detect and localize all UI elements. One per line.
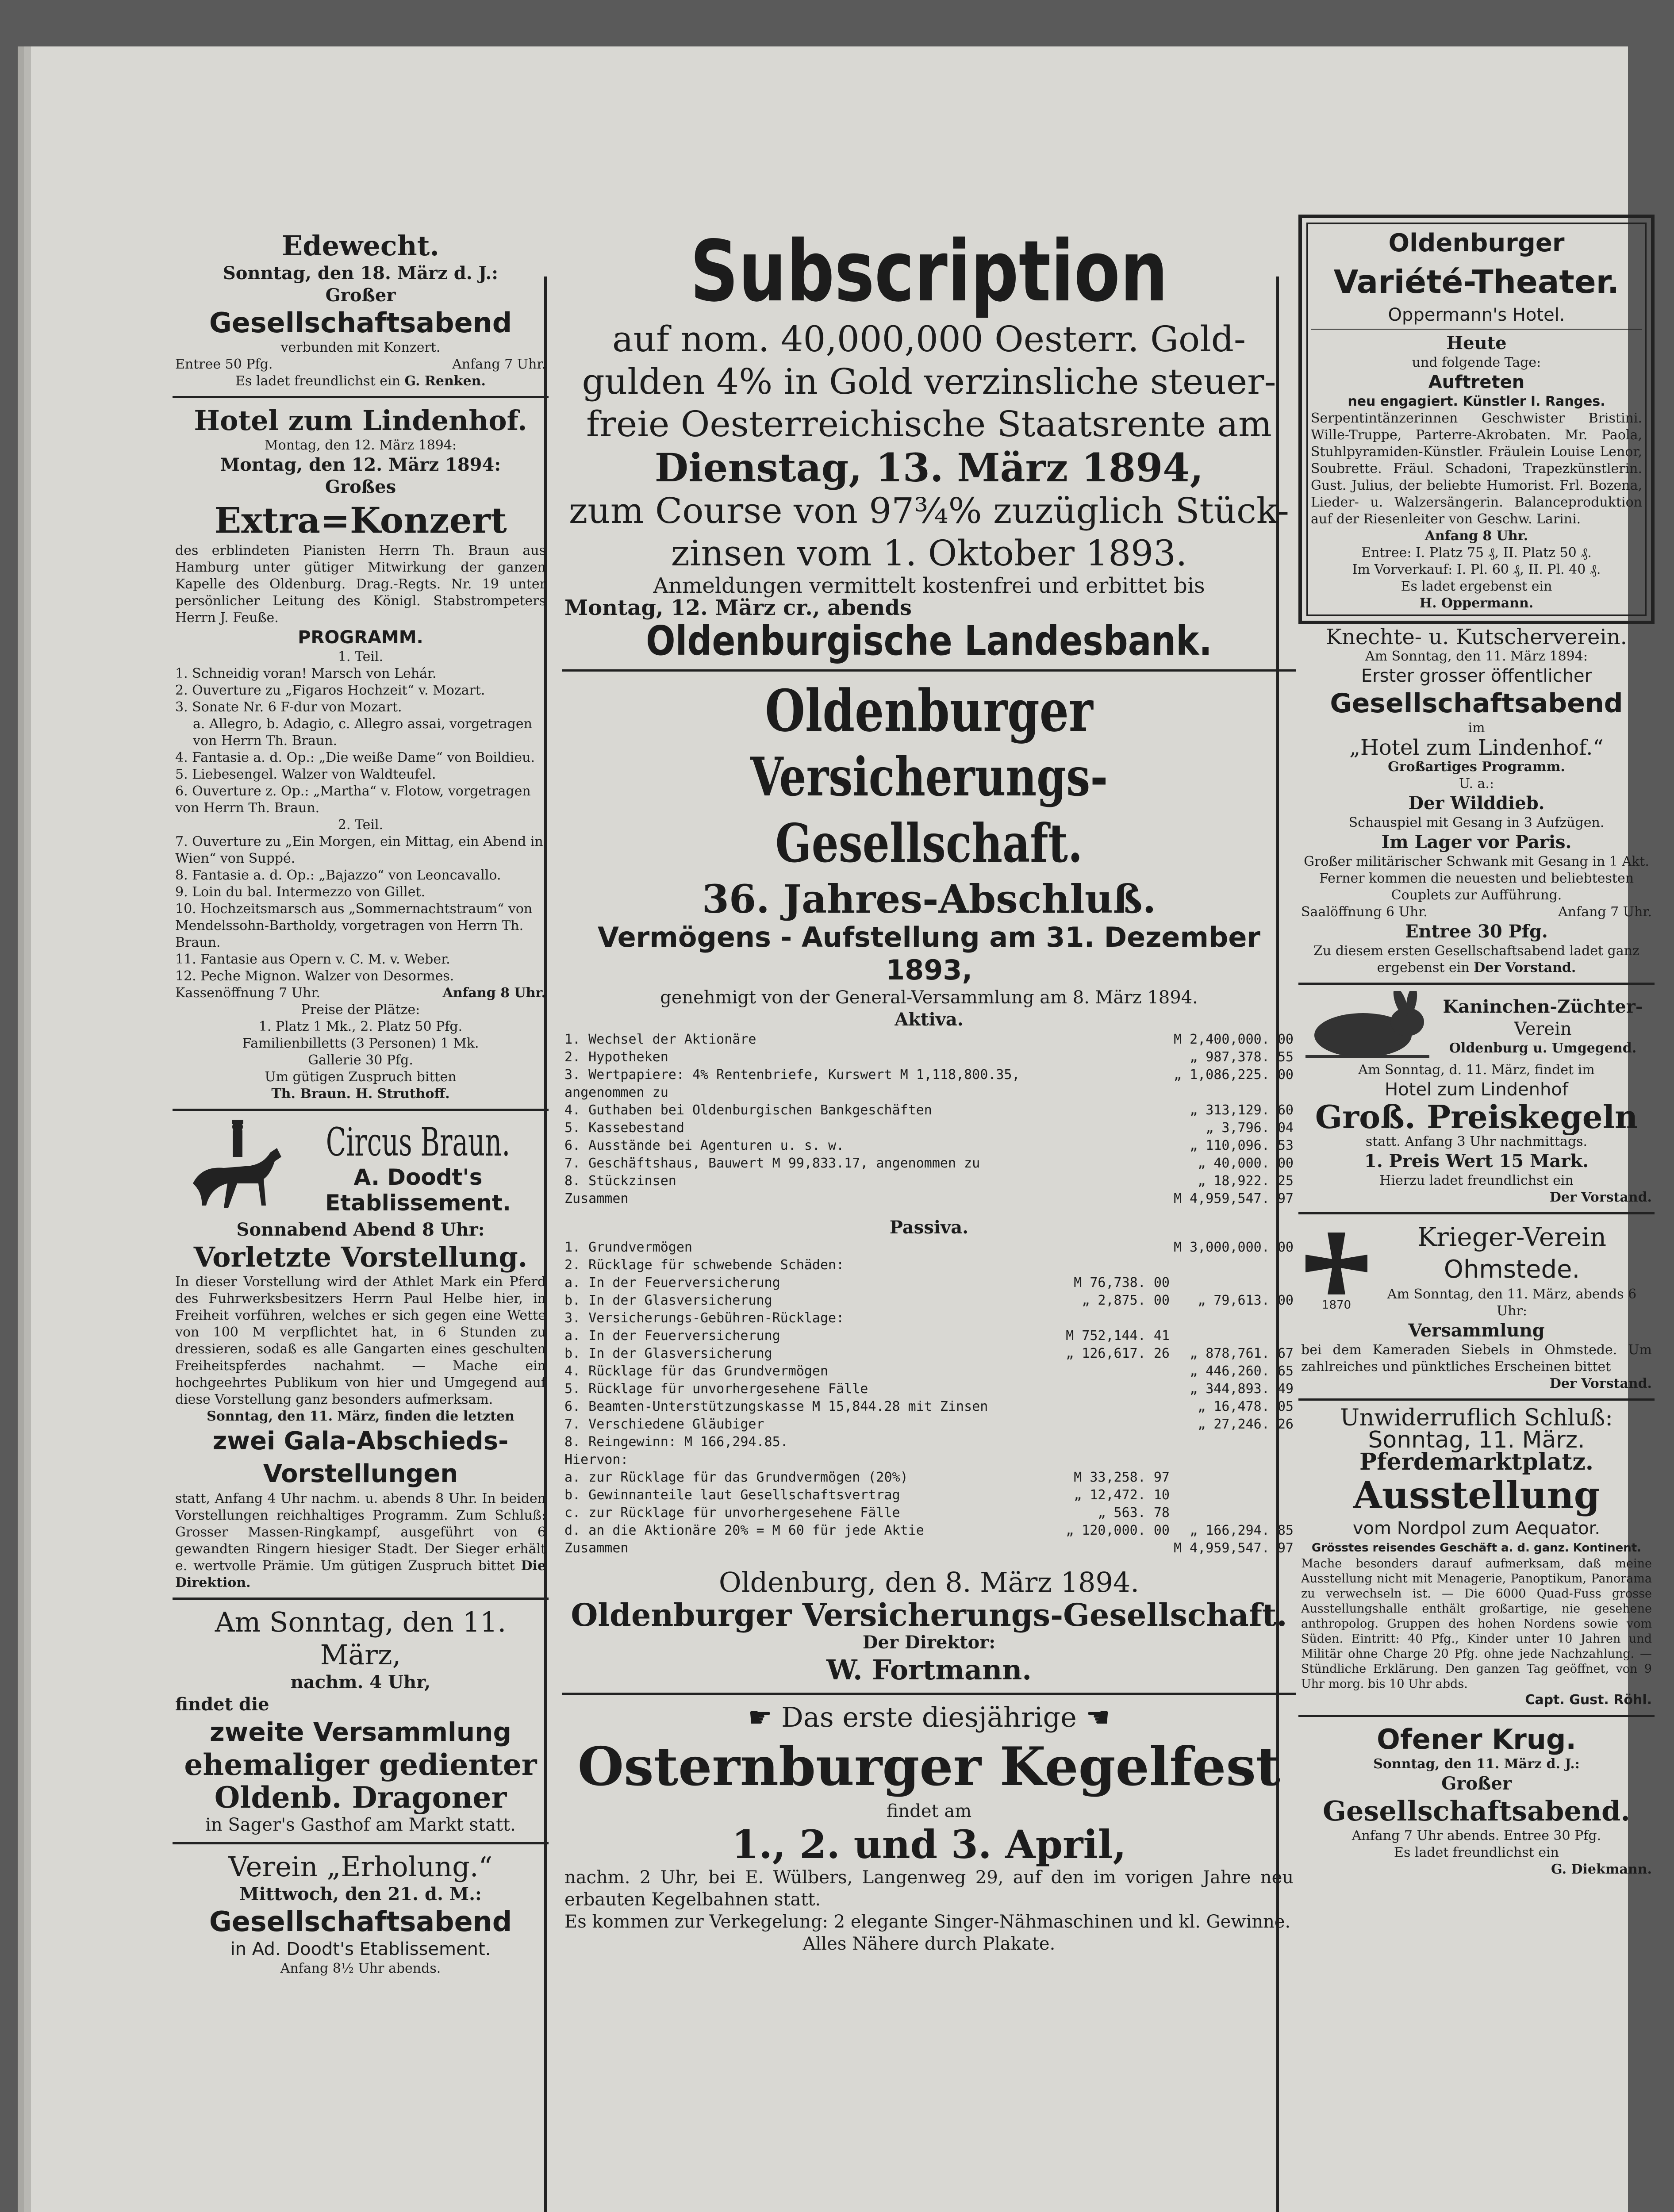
knechte-invite: Zu diesem ersten Gesellschaftsabend ladet ganz ergebenst ein: [1313, 943, 1639, 975]
kegel-line2: findet am: [886, 1801, 972, 1821]
ofener-pre: Großer: [1441, 1773, 1512, 1794]
left-column: [173, 228, 549, 1979]
finance-label: 6. Beamten-Unterstützungskasse M 15,844.28 mit Zinsen: [564, 1399, 988, 1414]
variete-desc: Serpentintänzerinnen Geschwister Bristini. Wille-Truppe, Parterre-Akrobaten. Mr. Paola, Stuhlpyramiden-Künstler. Fräulein Louise Lenor, Soubrette. Fräul. Schadoni, Trapezkünstlerin. Gust. Julius, der beliebte Humorist. Frl. Bozena, Lieder- u. Walzersängerin. Balanceproduktion auf der Riesenleiter von Geschw. Larini.: [1311, 411, 1642, 527]
finance-row: [564, 1292, 1294, 1310]
finance-row: [564, 1119, 1294, 1137]
variete-auftreten: Auftreten: [1428, 372, 1525, 392]
knechte-date: Am Sonntag, den 11. März 1894:: [1365, 649, 1588, 664]
ofener-host: G. Diekmann.: [1551, 1862, 1652, 1877]
kaninchen-title3: Oldenburg u. Umgegend.: [1449, 1041, 1637, 1056]
finance-value: „ 166,294. 85: [1190, 1523, 1294, 1538]
finance-label: 8. Reingewinn: M 166,294.85.: [564, 1434, 788, 1450]
knechte-event: Gesellschaftsabend: [1330, 688, 1623, 719]
knechte-entry: Entree 30 Pfg.: [1405, 921, 1548, 942]
lindenhof-pre: Großes: [325, 476, 396, 497]
edewecht-entry: Entree 50 Pfg.: [175, 357, 273, 372]
finance-value: M 3,000,000. 00: [1174, 1240, 1294, 1255]
dragoner-line3: Oldenb. Dragoner: [214, 1780, 507, 1815]
kegel-line5: Alles Nähere durch Plakate.: [802, 1934, 1056, 1954]
finance-value: [1055, 1416, 1170, 1433]
finance-row: [564, 1451, 1294, 1469]
kegel-line3: nachm. 2 Uhr, bei E. Wülbers, Langenweg 29, auf den im vorigen Jahre neu erbauten Kegelbahnen statt.: [564, 1867, 1294, 1910]
finance-value: [1055, 1190, 1170, 1208]
variete-title3: Oppermann's Hotel.: [1388, 305, 1565, 325]
finance-value: M 4,959,547. 97: [1174, 1191, 1294, 1206]
finance-value: „ 110,096. 53: [1190, 1138, 1294, 1153]
variete-today: Heute: [1446, 333, 1507, 353]
finance-value: „ 344,893. 49: [1190, 1381, 1294, 1397]
finance-row: [564, 1363, 1294, 1380]
finance-value: [1170, 1504, 1294, 1522]
subscription-date: Dienstag, 13. März 1894,: [654, 445, 1204, 491]
rabbit-icon: [1301, 991, 1434, 1062]
program-item: 10. Hochzeitsmarsch aus „Sommernachtstraum“ von Mendelssohn-Bartholdy, vorgetragen von Herrn Th. Braun.: [175, 901, 533, 950]
ofener-start: Anfang 7 Uhr abends. Entree 30 Pfg.: [1351, 1828, 1601, 1843]
finance-label: 7. Verschiedene Gläubiger: [564, 1417, 764, 1432]
finance-row: [564, 1327, 1294, 1345]
finance-value: „ 27,246. 26: [1198, 1417, 1294, 1432]
edewecht-date: Sonntag, den 18. März d. J.:: [223, 263, 499, 284]
kaninchen-start: statt. Anfang 3 Uhr nachmittags.: [1365, 1134, 1588, 1149]
divider: [1311, 329, 1642, 330]
finance-label: Zusammen: [564, 1191, 629, 1206]
finance-row: [564, 1048, 1294, 1066]
edewecht-ad: [173, 228, 549, 392]
ausstellung-sub2: Grösstes reisendes Geschäft a. d. ganz. Kontinent.: [1311, 1541, 1642, 1555]
iron-cross-icon: [1301, 1228, 1372, 1312]
program-item: 2. Ouverture zu „Figaros Hochzeit“ v. Mozart.: [175, 683, 485, 698]
ausstellung-event: Ausstellung: [1353, 1473, 1600, 1517]
lindenhof-gallery: Gallerie 30 Pfg.: [308, 1052, 413, 1068]
finance-label: 4. Guthaben bei Oldenburgischen Bankgeschäften: [564, 1102, 932, 1118]
finance-label: a. zur Rücklage für das Grundvermögen (20%): [564, 1470, 908, 1485]
ofener-invite: Es ladet freundlichst ein: [1394, 1845, 1559, 1860]
finance-value: [1055, 1172, 1170, 1190]
finance-value: „ 2,875. 00: [1082, 1293, 1170, 1308]
kaninchen-ad: [1298, 989, 1655, 1208]
knechte-im: im: [1468, 720, 1485, 736]
variete-start: Anfang 8 Uhr.: [1424, 528, 1528, 544]
program-item: 8. Fantasie a. d. Op.: „Bajazzo“ von Leoncavallo.: [175, 868, 501, 883]
finance-value: „ 313,129. 60: [1190, 1102, 1294, 1118]
subscription-line2: gulden 4% in Gold verzinsliche steuer-: [582, 361, 1276, 402]
passiva-table: [564, 1239, 1294, 1557]
finance-value: M 4,959,547. 97: [1174, 1540, 1294, 1556]
finance-label: d. an die Aktionäre 20% = M 60 für jede Aktie: [564, 1523, 924, 1538]
finance-label: b. Gewinnanteile laut Gesellschaftsvertrag: [564, 1487, 900, 1503]
variete-title1: Oldenburger: [1388, 229, 1565, 257]
finance-row: [564, 1256, 1294, 1274]
kegel-line1: Das erste diesjährige: [781, 1701, 1077, 1733]
ausstellung-title3: Pferdemarktplatz.: [1359, 1448, 1593, 1475]
program-item: 11. Fantasie aus Opern v. C. M. v. Weber.: [175, 952, 450, 967]
finance-row: [564, 1066, 1294, 1102]
program-item: 1. Schneidig voran! Marsch von Lehár.: [175, 666, 437, 681]
finance-row: [564, 1172, 1294, 1190]
finance-value: „ 446,260. 65: [1190, 1363, 1294, 1379]
finance-label: 5. Rücklage für unvorhergesehene Fälle: [564, 1381, 868, 1397]
finance-value: „ 40,000. 00: [1198, 1156, 1294, 1171]
lindenhof-desc: des erblindeten Pianisten Herrn Th. Braun aus Hamburg unter gütiger Mitwirkung der ganzen Kapelle des Oldenburg. Drag.-Regts. Nr. 19 unter persönlicher Leitung des Königl. Stabstrompeters Herrn J. Feuße.: [175, 543, 546, 626]
divider: [1298, 1715, 1655, 1717]
dragoner-place: in Sager's Gasthof am Markt statt.: [205, 1815, 516, 1835]
finance-value: „ 12,472. 10: [1074, 1487, 1170, 1503]
circus-title: Circus Braun.: [326, 1119, 511, 1165]
program-part1-list: [175, 665, 546, 817]
finance-value: [1055, 1256, 1170, 1274]
finance-row: [564, 1504, 1294, 1522]
finance-value: [1055, 1137, 1170, 1155]
ofener-ad: [1298, 1721, 1655, 1880]
circus-owner: A. Doodt's: [353, 1164, 483, 1190]
finance-label: 3. Versicherungs-Gebühren-Rücklage:: [564, 1310, 845, 1326]
vers-title3: 36. Jahres-Abschluß.: [702, 876, 1156, 922]
finance-row: [564, 1380, 1294, 1398]
circus-farewell1: zwei Gala-Abschieds-: [212, 1427, 509, 1455]
ausstellung-ad: [1298, 1405, 1655, 1710]
finance-row: [564, 1274, 1294, 1292]
kegel-title: Osternburger Kegelfest: [577, 1736, 1281, 1798]
divider: [1298, 1212, 1655, 1214]
finance-row: [564, 1486, 1294, 1504]
kaninchen-event: Groß. Preiskegeln: [1315, 1098, 1638, 1136]
kaninchen-title1: Kaninchen-Züchter-: [1443, 996, 1643, 1017]
circus-place: Etablissement.: [325, 1190, 511, 1216]
finance-label: 1. Grundvermögen: [564, 1240, 692, 1255]
erholung-title: Verein „Erholung.“: [228, 1851, 493, 1883]
knechte-play1: Der Wilddieb.: [1408, 793, 1545, 814]
finance-row: [564, 1102, 1294, 1119]
vers-title1: Oldenburger: [765, 677, 1093, 745]
finance-value: [1170, 1486, 1294, 1504]
program-item: 12. Peche Mignon. Walzer von Desormes.: [175, 968, 454, 984]
vers-company: Oldenburger Versicherungs-Gesellschaft.: [571, 1597, 1287, 1633]
edewecht-host: G. Renken.: [404, 373, 486, 389]
program-item: a. Allegro, b. Adagio, c. Allegro assai, vorgetragen von Herrn Th. Braun.: [193, 716, 532, 749]
circus-farewell2: Vorstellungen: [263, 1459, 458, 1488]
edewecht-event: Gesellschaftsabend: [209, 307, 512, 339]
finance-row: [564, 1345, 1294, 1363]
lindenhof-prices: 1. Platz 1 Mk., 2. Platz 50 Pfg.: [258, 1019, 463, 1034]
finance-value: M 2,400,000. 00: [1174, 1032, 1294, 1047]
divider: [1298, 983, 1655, 985]
lindenhof-program: PROGRAMM.: [298, 627, 423, 648]
knechte-program: Großartiges Programm.: [1388, 759, 1565, 775]
kegel-line4: Es kommen zur Verkegelung: 2 elegante Singer-Nähmaschinen und kl. Gewinne.: [564, 1912, 1291, 1932]
lindenhof-ask: Um gütigen Zuspruch bitten: [265, 1069, 457, 1085]
finance-value: [1055, 1380, 1170, 1398]
finance-row: [564, 1416, 1294, 1433]
kegelfest-ad: [562, 1699, 1296, 1957]
circus-desc: In dieser Vorstellung wird der Athlet Mark ein Pferd des Fuhrwerksbesitzers Herrn Paul Helbe hier, in Freiheit vorführen, welches er sich gegen eine Wette von 100 M verpflichtet hat, in 6 Stunden zu dressieren, sodaß es alle Gangarten eines geschulten Freiheitspferdes nachahmt. — Mache ein hochgeehrtes Publikum von hier und Umgegend auf diese Vorstellung ganz besonders aufmerksam.: [175, 1274, 546, 1407]
erholung-place: in Ad. Doodt's Etablissement.: [230, 1939, 491, 1959]
vers-title2: Versicherungs-Gesellschaft.: [750, 746, 1108, 875]
finance-value: [1170, 1327, 1294, 1345]
finance-value: M 33,258. 97: [1074, 1470, 1170, 1485]
edewecht-invite: Es ladet freundlichst ein: [235, 373, 400, 389]
finance-value: [1055, 1451, 1170, 1469]
edewecht-title: Edewecht.: [282, 230, 439, 262]
finance-value: [1170, 1274, 1294, 1292]
circus-desc2: statt, Anfang 4 Uhr nachm. u. abends 8 Uhr. In beiden Vorstellungen reichhaltiges Programm. Zum Schluß: Grosser Massen-Ringkampf, ausgeführt von 6 gewandten Ringern hiesiger Stadt. Der Sieger erhält e. wertvolle Prämie. Um gütigen Zuspruch bittet: [175, 1491, 546, 1574]
aktiva-table: [564, 1031, 1294, 1208]
finance-label: Zusammen: [564, 1540, 629, 1556]
bank-name: Oldenburgische Landesbank.: [646, 617, 1212, 664]
divider: [173, 396, 549, 398]
kaninchen-invite: Hierzu ladet freundlichst ein: [1379, 1173, 1574, 1188]
dragoner-ad: [173, 1604, 549, 1838]
finance-row: [564, 1310, 1294, 1327]
edewecht-sub: verbunden mit Konzert.: [280, 340, 441, 355]
krieger-desc: bei dem Kameraden Siebels in Ohmstede. Um zahlreiches und pünktliches Erscheinen bittet: [1301, 1342, 1652, 1375]
kaninchen-prize: 1. Preis Wert 15 Mark.: [1364, 1151, 1589, 1171]
finance-value: [1055, 1066, 1170, 1102]
knechte-desc2: Großer militärischer Schwank mit Gesang in 1 Akt. Ferner kommen die neuesten und beliebtesten Couplets zur Aufführung.: [1304, 854, 1649, 903]
program-item: 9. Loin du bal. Intermezzo von Gillet.: [175, 884, 426, 900]
krieger-ad: [1298, 1219, 1655, 1394]
variete-host: H. Oppermann.: [1419, 595, 1534, 611]
program-item: 3. Sonate Nr. 6 F-dur von Mozart.: [175, 699, 402, 715]
variete-presale: Im Vorverkauf: I. Pl. 60 ₰, II. Pl. 40 ₰.: [1352, 562, 1601, 577]
finance-value: [1170, 1451, 1294, 1469]
finance-row: [564, 1031, 1294, 1048]
finance-label: 1. Wechsel der Aktionäre: [564, 1032, 756, 1047]
kaninchen-date: Am Sonntag, d. 11. März, findet im: [1358, 1062, 1595, 1078]
variete-entry: Entree: I. Platz 75 ₰, II. Platz 50 ₰.: [1361, 545, 1592, 561]
finance-label: b. In der Glasversicherung: [564, 1293, 772, 1308]
finance-row: [564, 1190, 1294, 1208]
middle-column: [562, 223, 1296, 1957]
finance-label: 4. Rücklage für das Grundvermögen: [564, 1363, 829, 1379]
divider: [562, 1693, 1296, 1695]
dragoner-time: nachm. 4 Uhr,: [290, 1672, 431, 1693]
program-item: 5. Liebesengel. Walzer von Waldteufel.: [175, 767, 436, 782]
finance-value: [1055, 1239, 1170, 1256]
krieger-title1: Krieger-Verein: [1417, 1222, 1607, 1252]
dragoner-pre: findet die: [175, 1694, 269, 1715]
edewecht-pre: Großer: [325, 285, 396, 306]
lindenhof-event: Extra=Konzert: [214, 499, 507, 541]
finance-value: „ 79,613. 00: [1198, 1293, 1294, 1308]
pointing-hand-icon: ☚: [1085, 1701, 1110, 1733]
finance-label: 3. Wertpapiere: 4% Rentenbriefe, Kurswert M 1,118,800.35, angenommen zu: [564, 1067, 1020, 1100]
pointing-hand-icon: ☛: [748, 1701, 773, 1733]
finance-value: „ 120,000. 00: [1066, 1523, 1170, 1538]
subscription-line7: Montag, 12. März cr., abends: [564, 595, 912, 620]
finance-value: [1055, 1155, 1170, 1172]
finance-label: a. In der Feuerversicherung: [564, 1275, 780, 1290]
finance-row: [564, 1433, 1294, 1451]
krieger-title2: Ohmstede.: [1444, 1255, 1580, 1284]
dragoner-line2: ehemaliger gedienter: [184, 1747, 537, 1782]
variete-engaged: neu engagiert. Künstler I. Ranges.: [1348, 394, 1605, 409]
finance-value: „ 16,478. 05: [1198, 1399, 1294, 1414]
newspaper-page: [31, 46, 1652, 2212]
subscription-line4: zum Course von 97¾% zuzüglich Stück-: [569, 490, 1289, 531]
finance-label: 7. Geschäftshaus, Bauwert M 99,833.17, angenommen zu: [564, 1156, 980, 1171]
passiva-heading: Passiva.: [889, 1217, 969, 1238]
right-column: [1298, 215, 1655, 1880]
variete-ad: [1298, 215, 1655, 624]
ausstellung-title1: Unwiderruflich Schluß:: [1340, 1405, 1613, 1431]
subscription-title: Subscription: [690, 223, 1168, 320]
finance-row: [564, 1239, 1294, 1256]
kaninchen-place: Hotel zum Lindenhof: [1385, 1079, 1568, 1100]
finance-value: „ 563. 78: [1098, 1505, 1170, 1521]
erholung-event: Gesellschaftsabend: [209, 1905, 512, 1938]
vers-title5: genehmigt von der General-Versammlung am 8. März 1894.: [660, 987, 1198, 1008]
lindenhof-date1: Montag, den 12. März 1894:: [264, 438, 457, 453]
knechte-ua: U. a.:: [1459, 776, 1494, 791]
dragoner-line1: zweite Versammlung: [210, 1717, 511, 1747]
director-name: W. Fortmann.: [826, 1654, 1032, 1686]
lindenhof-open: Kassenöffnung 7 Uhr.: [175, 985, 321, 1001]
ausstellung-desc: Mache besonders darauf aufmerksam, daß meine Ausstellung nicht mit Menagerie, Panoptikum, Panorama zu verwechseln ist. — Die 6000 Quad-Fuss grosse Ausstellungshalle enthält großartige, nie gesehene anthropolog. Gruppen des hohen Nordens sowie vom Süden. Eintritt: 40 Pfg., Kinder unter 10 Jahren und Militär ohne Charge 20 Pfg. ohne jede Nachzahlung. — Stündliche Erklärung. Den ganzen Tag geöffnet, von 9 Uhr morg. bis 10 Uhr abds.: [1301, 1557, 1652, 1691]
variete-title2: Variété-Theater.: [1333, 263, 1620, 300]
finance-row: [564, 1155, 1294, 1172]
krieger-sign: Der Vorstand.: [1549, 1376, 1652, 1391]
finance-value: [1055, 1540, 1170, 1557]
finance-row: [564, 1398, 1294, 1416]
aktiva-heading: Aktiva.: [895, 1009, 964, 1030]
lindenhof-part2: 2. Teil.: [338, 817, 384, 833]
finance-value: „ 987,378. 55: [1190, 1049, 1294, 1065]
lindenhof-family: Familienbilletts (3 Personen) 1 Mk.: [242, 1036, 479, 1051]
finance-row: [564, 1540, 1294, 1557]
lindenhof-title: Hotel zum Lindenhof.: [194, 404, 527, 437]
divider: [173, 1842, 549, 1844]
krieger-date: Am Sonntag, den 11. März, abends 6 Uhr:: [1387, 1286, 1637, 1319]
knechte-place: „Hotel zum Lindenhof.“: [1349, 735, 1604, 760]
finance-value: [1055, 1031, 1170, 1048]
subscription-line6: Anmeldungen vermittelt kostenfrei und erbittet bis: [653, 573, 1205, 598]
finance-value: [1170, 1433, 1294, 1451]
erholung-date: Mittwoch, den 21. d. M.:: [239, 1884, 482, 1905]
circus-sign: Die Direktion.: [175, 1558, 546, 1590]
finance-label: b. In der Glasversicherung: [564, 1346, 772, 1361]
ausstellung-sub: vom Nordpol zum Aequator.: [1352, 1518, 1601, 1539]
lindenhof-prices-title: Preise der Plätze:: [301, 1002, 420, 1018]
finance-value: [1055, 1433, 1170, 1451]
kaninchen-sign: Der Vorstand.: [1549, 1190, 1652, 1205]
lindenhof-hosts: Th. Braun. H. Struthoff.: [271, 1086, 450, 1102]
knechte-open: Saalöffnung 6 Uhr.: [1301, 904, 1428, 920]
divider: [562, 669, 1296, 672]
kaninchen-title2: Verein: [1514, 1019, 1572, 1039]
ofener-event: Gesellschaftsabend.: [1323, 1795, 1630, 1827]
finance-label: 2. Rücklage für schwebende Schäden:: [564, 1257, 845, 1273]
subscription-line3: freie Oesterreichische Staatsrente am: [586, 403, 1272, 445]
lindenhof-start: Anfang 8 Uhr.: [442, 985, 546, 1001]
subscription-ad: [562, 223, 1296, 665]
divider: [173, 1109, 549, 1111]
program-item: 6. Ouverture z. Op.: „Martha“ v. Flotow, vorgetragen von Herrn Th. Braun.: [175, 783, 531, 816]
knechte-ad: [1298, 624, 1655, 978]
finance-value: [1055, 1310, 1170, 1327]
vers-place: Oldenburg, den 8. März 1894.: [718, 1566, 1140, 1598]
versicherung-ad: [562, 676, 1296, 1688]
ausstellung-sign: Capt. Gust. Röhl.: [1525, 1692, 1652, 1708]
finance-row: [564, 1137, 1294, 1155]
knechte-first: Erster grosser öffentlicher: [1361, 666, 1592, 686]
finance-value: „ 878,761. 67: [1190, 1346, 1294, 1361]
erholung-start: Anfang 8½ Uhr abends.: [280, 1961, 441, 1976]
divider: [1298, 1398, 1655, 1401]
program-item: 4. Fantasie a. d. Op.: „Die weiße Dame“ von Boildieu.: [175, 750, 535, 765]
finance-value: M 752,144. 41: [1066, 1328, 1170, 1344]
finance-label: a. In der Feuerversicherung: [564, 1328, 780, 1344]
erholung-ad: [173, 1849, 549, 1979]
finance-value: [1055, 1102, 1170, 1119]
finance-value: „ 126,617. 26: [1066, 1346, 1170, 1361]
circus-sunday: Sonntag, den 11. März, finden die letzten: [207, 1409, 514, 1424]
finance-label: Hiervon:: [564, 1452, 629, 1467]
ofener-date: Sonntag, den 11. März d. J.:: [1373, 1756, 1580, 1772]
finance-row: [564, 1522, 1294, 1540]
knechte-sign: Der Vorstand.: [1474, 960, 1576, 975]
finance-value: [1055, 1398, 1170, 1416]
finance-row: [564, 1469, 1294, 1486]
finance-value: [1170, 1469, 1294, 1486]
finance-value: „ 3,796. 04: [1206, 1120, 1294, 1136]
program-part2-list: [175, 833, 546, 985]
finance-value: [1055, 1363, 1170, 1380]
finance-value: M 76,738. 00: [1074, 1275, 1170, 1290]
variete-following: und folgende Tage:: [1412, 355, 1541, 370]
circus-event: Vorletzte Vorstellung.: [193, 1241, 528, 1273]
variete-invite: Es ladet ergebenst ein: [1401, 579, 1552, 594]
knechte-start: Anfang 7 Uhr.: [1558, 904, 1652, 920]
dragoner-date: Am Sonntag, den 11. März,: [215, 1606, 507, 1671]
lindenhof-date2: Montag, den 12. März 1894:: [220, 454, 501, 475]
finance-label: 6. Ausstände bei Agenturen u. s. w.: [564, 1138, 845, 1153]
finance-label: c. zur Rücklage für unvorhergesehene Fälle: [564, 1505, 900, 1521]
divider: [173, 1598, 549, 1600]
finance-value: [1055, 1048, 1170, 1066]
circus-ad: [173, 1115, 549, 1593]
finance-value: „ 1,086,225. 00: [1174, 1067, 1294, 1083]
horse-rider-icon: [175, 1117, 290, 1219]
finance-value: [1170, 1256, 1294, 1274]
lindenhof-part1: 1. Teil.: [338, 649, 384, 664]
director-label: Der Direktor:: [862, 1632, 996, 1653]
ausstellung-title2: Sonntag, 11. März.: [1368, 1427, 1585, 1453]
subscription-line1: auf nom. 40,000,000 Oesterr. Gold-: [612, 319, 1246, 360]
subscription-line5: zinsen vom 1. Oktober 1893.: [671, 533, 1187, 574]
krieger-event: Versammlung: [1408, 1320, 1545, 1341]
program-item: 7. Ouverture zu „Ein Morgen, ein Mittag, ein Abend in Wien“ von Suppé.: [175, 834, 543, 866]
finance-value: [1170, 1310, 1294, 1327]
edewecht-start: Anfang 7 Uhr.: [452, 357, 546, 372]
knechte-play2: Im Lager vor Paris.: [1381, 832, 1572, 853]
knechte-title: Knechte- u. Kutscherverein.: [1326, 625, 1627, 649]
ofener-title: Ofener Krug.: [1377, 1723, 1576, 1755]
kegel-dates: 1., 2. und 3. April,: [732, 1821, 1126, 1867]
finance-label: 5. Kassebestand: [564, 1120, 684, 1136]
finance-value: „ 18,922. 25: [1198, 1173, 1294, 1189]
knechte-desc1: Schauspiel mit Gesang in 3 Aufzügen.: [1348, 815, 1605, 830]
finance-value: [1055, 1119, 1170, 1137]
vers-title4: Vermögens - Aufstellung am 31. Dezember 1893,: [598, 921, 1260, 986]
finance-label: 2. Hypotheken: [564, 1049, 668, 1065]
finance-label: 8. Stückzinsen: [564, 1173, 676, 1189]
lindenhof-ad: [173, 403, 549, 1104]
circus-date: Sonnabend Abend 8 Uhr:: [236, 1219, 485, 1240]
cross-year: 1870: [1321, 1298, 1351, 1312]
